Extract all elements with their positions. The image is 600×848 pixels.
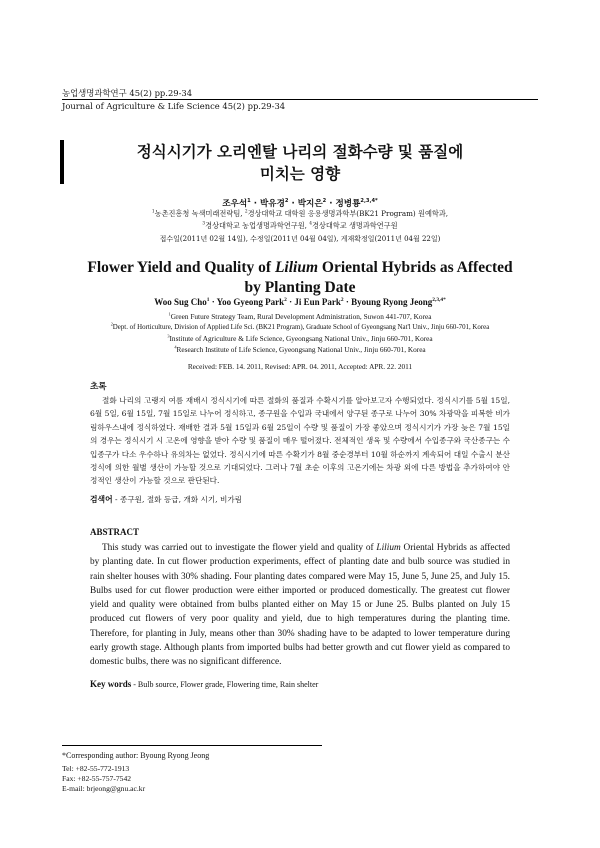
author-en-3-sup: 2 (340, 297, 344, 303)
sep: · (288, 199, 298, 209)
aff-ko-4-sup: 4 (309, 221, 312, 227)
aff-en-1: Green Future Strategy Team, Rural Development Administration, Suwon 441-707, Korea (170, 312, 432, 321)
abstract-en-body (90, 541, 510, 670)
author-ko-4-sup: 2,3,4* (360, 198, 378, 205)
title-en-line2: by Planting Date (244, 279, 356, 296)
aff-ko-2-sup: 2 (244, 209, 248, 215)
abstract-en-italic: Lilium (376, 543, 401, 553)
affiliations-ko-line2 (0, 221, 600, 231)
aff-ko-3-sup: 3 (202, 221, 206, 227)
author-ko-3-sup: 2 (322, 198, 327, 205)
header-rule (62, 99, 538, 100)
sep: · (250, 199, 260, 209)
abstract-ko-body: 절화 나리의 고랭지 여름 재배시 정식시기에 따른 절화의 품질과 수확시기를 알아보고자 수행되었다. 정식시기를 5월 15일, 6월 5일, 6월 15일, 7월 15일로 나누어 정식하고, 종구원을 수입과 국내에서 양구된 종구로 나누어 30% 차광막을 피복한 비가림하우스내에 정식하였다. 재배한 결과 5월 15일과 6월 25일이 수량 및 품질이 가장 좋았으며 정식시기가 가장 늦은 7월 15일의 경우는 정식시기 시 고온에 영향을 받아 수량 및 품질이 매우 떨어졌다. 전체적인 생육 및 수량에서 수입종구와 국산종구는 수입종구가 다소 우수하나 유의차는 없었다. 정식시기에 따른 수확기가 8월 중순경부터 10월 하순까지 계속되어 대일 수출시 분산정식에 의한 월별 생산이 가능할 것으로 기대되었다. 그러나 7월 초순 이후의 고온기에는 차광 외에 다른 방법을 추가하여야 안정적인 생산이 가능할 것으로 판단된다. (90, 396, 510, 486)
abstract-en-heading: ABSTRACT (90, 527, 140, 537)
aff-ko-1-sup: 1 (151, 209, 155, 215)
aff-en-4-sup: 4 (174, 344, 177, 350)
aff-en-3-row (0, 333, 600, 344)
author-ko-2-sup: 2 (284, 198, 289, 205)
sep: · (209, 297, 217, 307)
sep: · (326, 199, 336, 209)
author-en-4: Byoung Ryong Jeong (351, 297, 433, 307)
footnote-rule (62, 745, 322, 746)
aff-en-2: Dept. of Horticulture, Division of Applied Life Sci. (BK21 Program), Graduate School of Gyeongsang Nat'l Univ., Jinju 660-701, Korea (112, 324, 490, 331)
author-en-3: Ji Eun Park (294, 297, 341, 307)
footnote-fax: Fax: +82-55-757-7542 (62, 774, 132, 783)
footnote-tel: Tel: +82-55-772-1913 (62, 764, 130, 773)
corresponding-author: *Corresponding author: Byoung Ryong Jeong (62, 751, 210, 760)
author-ko-2: 박유경 (259, 199, 285, 209)
author-en-1: Woo Sug Cho (154, 297, 207, 307)
title-ko-line2: 미치는 영향 (259, 165, 341, 183)
authors-en (0, 297, 600, 307)
author-ko-4: 정병룡 (335, 199, 361, 209)
aff-en-1-sup: 1 (168, 311, 171, 317)
aff-en-1-row (0, 311, 600, 322)
author-en-1-sup: 1 (206, 297, 210, 303)
footnote-email: E-mail: brjeong@gnu.ac.kr (62, 784, 146, 793)
author-ko-1: 조우석 (222, 199, 248, 209)
journal-citation-ko: 농업생명과학연구 45(2) pp.29-34 (62, 88, 193, 98)
title-ko-line1: 정식시기가 오리엔탈 나리의 절화수량 및 품질에 (136, 143, 464, 161)
aff-ko-4: 경상대학교 생명과학연구원 (311, 221, 398, 230)
abstract-en-pre: This study was carried out to investigate the flower yield and quality of (102, 543, 377, 553)
keywords-en-text: - Bulb source, Flower grade, Flowering time, Rain shelter (131, 680, 319, 689)
keywords-en (90, 679, 318, 689)
authors-ko (0, 197, 600, 209)
aff-en-2-row (0, 322, 600, 333)
title-en-part1: Flower Yield and Quality of (87, 259, 275, 276)
title-en-line1 (0, 259, 600, 277)
author-en-2: Yoo Gyeong Park (216, 297, 285, 307)
journal-citation-en: Journal of Agriculture & Life Science 45(2) pp.29-34 (62, 101, 286, 111)
aff-en-2-sup: 2 (110, 321, 113, 327)
author-ko-3: 박지은 (297, 199, 323, 209)
affiliations-ko-line1 (0, 209, 600, 219)
aff-en-4-row (0, 344, 600, 355)
author-en-4-sup: 2,3,4* (432, 297, 446, 303)
aff-ko-2: 경상대학교 대학원 응용생명과학부(BK21 Program) 원예학과, (247, 209, 449, 218)
aff-ko-3: 경상대학교 농업생명과학연구원, (205, 221, 310, 230)
title-en-part2: Oriental Hybrids as Affected (318, 259, 513, 276)
abstract-ko-heading: 초록 (90, 382, 107, 392)
aff-ko-1: 농촌진흥청 녹색미래전략팀, (154, 209, 245, 218)
abstract-en-post: Oriental Hybrids as affected by planting date. In cut flower production experiments, effect of planting date and bulb source was studied in rain shelter houses with 30% shading. Four planting dates compared were May 15, June 5, June 25, and July 15. Bulbs used for cut flower production were either imported or produced domestically. The greatest cut flower yield and quality were obtained from bulbs planted either on May 15 or June 25. Bulbs planted on July 15 produced cut flowers of very poor quality and yield, due to high temperatures during the planting time. Therefore, for planting in July, means other than 30% shading have to be adapted to lower temperature during early growth stage. Although plants from imported bulbs had better growth and cut flower yield as compared to domestic bulbs, there was no significant difference. (90, 543, 510, 668)
keywords-en-label: Key words (90, 679, 132, 689)
aff-en-3: Institute of Agriculture & Life Science, Gyeongsang National Univ., Jinju 660-701, Korea (169, 334, 433, 343)
aff-en-3-sup: 3 (167, 333, 170, 339)
keywords-ko-text: - 종구원, 절화 등급, 개화 시기, 비가림 (112, 495, 243, 504)
sep: · (343, 297, 352, 307)
title-en-italic: Lilium (274, 259, 319, 276)
keywords-ko-label: 검색어 (90, 495, 113, 504)
author-en-2-sup: 2 (284, 297, 287, 303)
sep: · (286, 297, 295, 307)
aff-en-4: Research Institute of Life Science, Gyeongsang National Univ., Jinju 660-701, Korea (176, 345, 426, 354)
dates-en: Received: FEB. 14. 2011, Revised: APR. 04. 2011, Accepted: APR. 22. 2011 (187, 362, 413, 371)
author-ko-1-sup: 1 (247, 198, 251, 205)
dates-ko: 접수일(2011년 02월 14일), 수정일(2011년 04월 04일), 게재확정일(2011년 04월 22일) (159, 235, 441, 243)
keywords-ko (90, 494, 242, 505)
